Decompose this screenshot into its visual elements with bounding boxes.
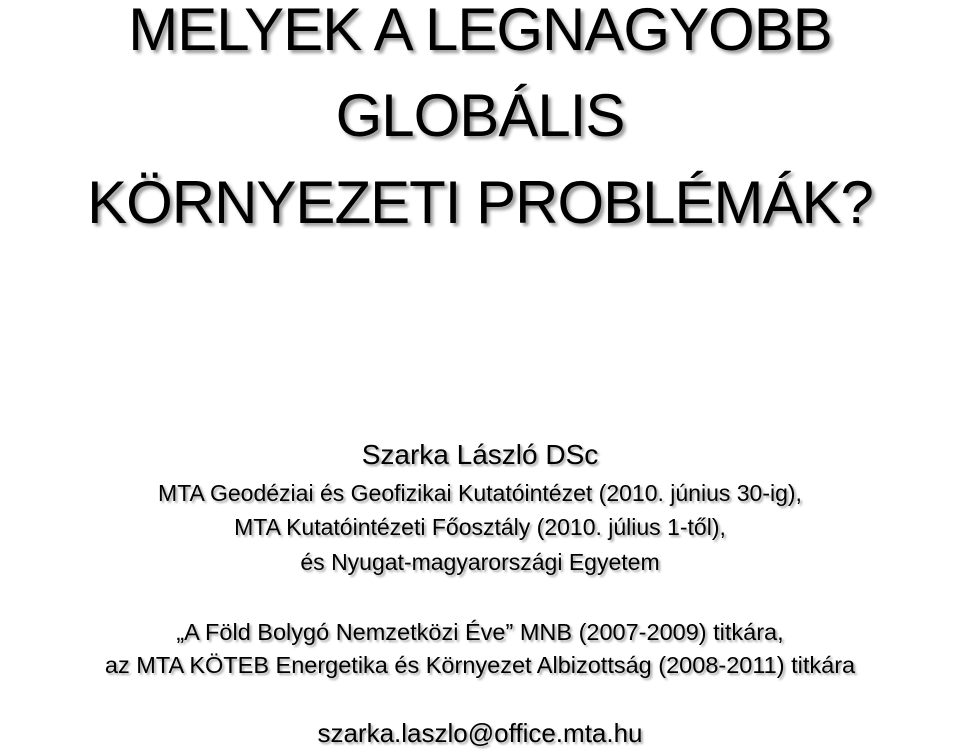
author-role-1: „A Föld Bolygó Nemzetközi Éve” MNB (2007-2009) titkára, bbox=[176, 619, 784, 645]
author-name: Szarka László DSc bbox=[361, 439, 599, 470]
title-line-3: KÖRNYEZETI PROBLÉMÁK? bbox=[87, 169, 873, 236]
author-role-2: az MTA KÖTEB Energetika és Környezet Albizottság (2008-2011) titkára bbox=[104, 652, 856, 678]
author-affiliation-1: MTA Geodéziai és Geofizikai Kutatóintézet (2010. június 30-ig), bbox=[158, 480, 802, 506]
author-affiliation-3: és Nyugat-magyarországi Egyetem bbox=[300, 549, 660, 575]
contact-email: szarka.laszlo@office.mta.hu bbox=[317, 718, 643, 748]
title-line-1: MELYEK A LEGNAGYOBB bbox=[128, 0, 832, 63]
title-line-2: GLOBÁLIS bbox=[335, 82, 625, 149]
author-affiliation-2: MTA Kutatóintézeti Főosztály (2010. július 1-től), bbox=[234, 514, 726, 540]
